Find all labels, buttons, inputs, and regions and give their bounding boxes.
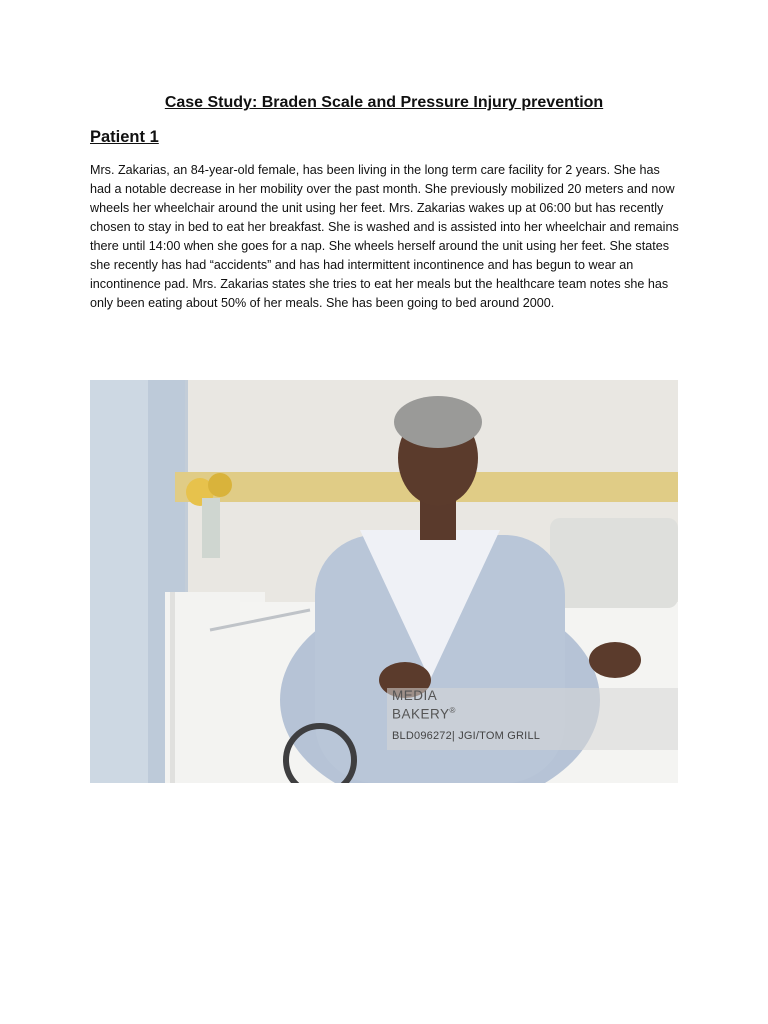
document-title: Case Study: Braden Scale and Pressure Injury prevention [164, 94, 604, 111]
watermark-logo: MEDIA BAKERY® [392, 688, 456, 722]
section-heading: Patient 1 [90, 128, 159, 146]
case-paragraph: Mrs. Zakarias, an 84-year-old female, has been living in the long term care facility for 2 years. She has had a notable decrease in her mobility over the past month. She previously mobilized 20 meters and now wheels her wheelchair around the unit using her feet. Mrs. Zakarias wakes up at 06:00 but has recently chosen to stay in bed to eat her breakfast. She is washed and is assisted into her wheelchair and remains there until 14:00 when she goes for a nap. She wheels herself around the unit using her feet. She states she recently has had “accidents” and has had intermittent incontinence and has begun to wear an incontinence pad. Mrs. Zakarias states she tries to eat her meals but the healthcare team notes she has only been eating about 50% of her meals. She has been going to bed around 2000. [90, 163, 679, 310]
watermark-credit: BLD096272| JGI/TOM GRILL [392, 730, 541, 742]
